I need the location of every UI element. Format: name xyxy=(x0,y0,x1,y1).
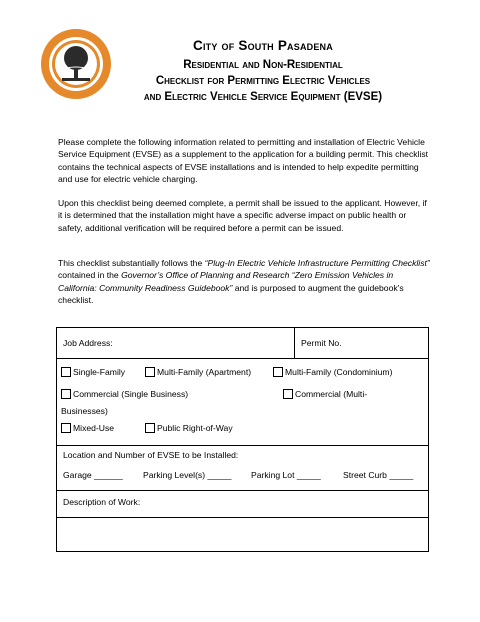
ref-guidebook-title: Governor’s Office of Planning and Research “Zero Emission Vehicles in California: Community Readiness Guidebook” xyxy=(58,270,394,293)
checkbox-box[interactable] xyxy=(61,423,71,433)
permit-form xyxy=(56,327,429,552)
checkbox-multi-apartment[interactable] xyxy=(145,367,251,377)
property-type-section xyxy=(57,358,428,445)
description-divider xyxy=(57,517,428,518)
checkbox-box[interactable] xyxy=(145,423,155,433)
address-row xyxy=(57,328,428,358)
permit-number-field[interactable] xyxy=(295,328,342,358)
label-single-family: Single-Family xyxy=(73,367,126,377)
checkbox-mixed-use[interactable] xyxy=(61,423,114,433)
label-commercial-single: Commercial (Single Business) xyxy=(73,389,189,399)
checkbox-box[interactable] xyxy=(61,389,71,399)
label-commercial-multi: Commercial (Multi- xyxy=(295,389,368,399)
city-seal-logo xyxy=(40,28,112,100)
subtitle-line-3: and Electric Vehicle Service Equipment (EVSE) xyxy=(143,91,383,103)
ref-text-c: contained in the xyxy=(58,270,122,281)
checkbox-public-row[interactable] xyxy=(145,423,233,433)
location-section xyxy=(57,445,428,490)
label-multi-apartment: Multi-Family (Apartment) xyxy=(157,367,252,377)
description-label: Description of Work: xyxy=(63,497,141,507)
label-businesses-continued: Businesses) xyxy=(61,406,108,416)
subtitle-line-1: Residential and Non-Residential xyxy=(183,59,343,71)
permit-number-label: Permit No. xyxy=(301,338,342,348)
checkbox-multi-condo[interactable] xyxy=(273,367,392,377)
parking-lot-field[interactable]: Parking Lot _____ xyxy=(251,470,321,480)
location-label: Location and Number of EVSE to be Installed: xyxy=(63,450,239,460)
checkbox-commercial-multi[interactable] xyxy=(283,389,367,399)
parking-levels-field[interactable]: Parking Level(s) _____ xyxy=(143,470,232,480)
label-multi-condo: Multi-Family (Condominium) xyxy=(285,367,393,377)
checkbox-single-family[interactable] xyxy=(61,367,125,377)
ref-text-a: This checklist substantially follows the xyxy=(58,258,205,268)
checkbox-commercial-single[interactable] xyxy=(61,389,188,399)
ref-text-e: and is purposed to augment the guidebook’s checklist. xyxy=(58,282,404,305)
document-header xyxy=(108,38,418,105)
label-public-row: Public Right-of-Way xyxy=(157,423,233,433)
ref-checklist-title: “Plug-In Electric Vehicle Infrastructure Permitting Checklist” xyxy=(204,258,430,268)
street-curb-field[interactable]: Street Curb _____ xyxy=(343,470,414,480)
checkbox-box[interactable] xyxy=(283,389,293,399)
completion-paragraph: Upon this checklist being deemed complete, a permit shall be issued to the applicant. However, if it is determined that the installation might have a specific adverse impact on public health or safety, additional verification will be required before a permit can be issued. xyxy=(58,198,427,233)
garage-field[interactable]: Garage ______ xyxy=(63,470,123,480)
job-address-field[interactable] xyxy=(57,328,295,358)
description-section[interactable] xyxy=(57,490,428,551)
checkbox-box[interactable] xyxy=(61,367,71,377)
city-title: City of South Pasadena xyxy=(193,38,333,53)
checkbox-box[interactable] xyxy=(273,367,283,377)
subtitle-line-2: Checklist for Permitting Electric Vehicles xyxy=(155,75,371,87)
label-mixed-use: Mixed-Use xyxy=(73,423,115,433)
intro-paragraph: Please complete the following information related to permitting and installation of Electric Vehicle Service Equipment (EVSE) as a supplement to the application for a building permit. This checklist contains the technical aspects of EVSE installations and is intended to help expedite permitting and use for electric vehicle charging. xyxy=(58,137,429,184)
job-address-label: Job Address: xyxy=(63,338,113,348)
checkbox-box[interactable] xyxy=(145,367,155,377)
reference-paragraph xyxy=(58,257,430,306)
